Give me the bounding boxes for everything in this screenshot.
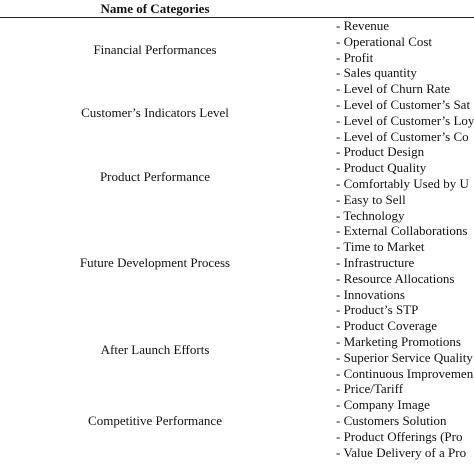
category-item: - Level of Churn Rate: [336, 81, 451, 97]
category-item: - Price/Tariff: [336, 381, 404, 397]
category-item: - Product Coverage: [336, 318, 438, 334]
category-item: - Infrastructure: [336, 254, 415, 270]
category-item: - Innovations: [336, 286, 405, 302]
category-item: - Value Delivery of a Pro: [336, 444, 467, 460]
category-item: - Continuous Improvemen: [336, 365, 474, 381]
category-name: Customer’s Indicators Level: [81, 105, 229, 121]
category-item: - Marketing Promotions: [336, 333, 461, 349]
category-block: [0, 208, 474, 319]
category-block: [0, 18, 474, 81]
category-name: Competitive Performance: [88, 413, 222, 429]
category-item: - Level of Customer’s Loy: [336, 112, 474, 128]
category-list: [0, 18, 474, 460]
category-name: Financial Performances: [93, 42, 217, 58]
category-block: [0, 144, 474, 207]
category-item: - Time to Market: [336, 239, 425, 255]
category-items: [336, 318, 474, 381]
category-block: [0, 81, 474, 144]
category-item: - Product Quality: [336, 160, 427, 176]
category-block: [0, 318, 474, 381]
category-name: After Launch Efforts: [100, 342, 210, 358]
category-item: - Company Image: [336, 397, 430, 413]
category-item: - Profit: [336, 49, 374, 65]
category-item: - Product Design: [336, 144, 425, 160]
category-item: - Level of Customer’s Sat: [336, 96, 471, 112]
category-item: - Operational Cost: [336, 33, 433, 49]
category-item: - Technology: [336, 207, 405, 223]
category-items: [336, 144, 474, 207]
category-items: [336, 18, 474, 81]
category-item: - External Collaborations: [336, 223, 468, 239]
category-item: - Comfortably Used by U: [336, 175, 469, 191]
category-item: - Superior Service Quality: [336, 349, 473, 365]
category-items: [336, 208, 474, 319]
category-items: [336, 81, 474, 144]
table-header: [0, 0, 474, 18]
category-item: - Product Offerings (Pro: [336, 428, 463, 444]
category-item: - Resource Allocations: [336, 270, 455, 286]
category-item: - Customers Solution: [336, 412, 447, 428]
category-item: - Easy to Sell: [336, 191, 406, 207]
category-item: - Revenue: [336, 18, 390, 33]
category-items: [336, 381, 474, 460]
category-name: Future Development Process: [79, 255, 231, 271]
category-item: - Sales quantity: [336, 65, 417, 81]
category-name: Product Performance: [99, 168, 211, 184]
header-title: Name of Categories: [100, 1, 210, 16]
category-block: [0, 381, 474, 460]
category-item: - Level of Customer’s Co: [336, 128, 469, 144]
category-item: - Product’s STP: [336, 302, 419, 318]
